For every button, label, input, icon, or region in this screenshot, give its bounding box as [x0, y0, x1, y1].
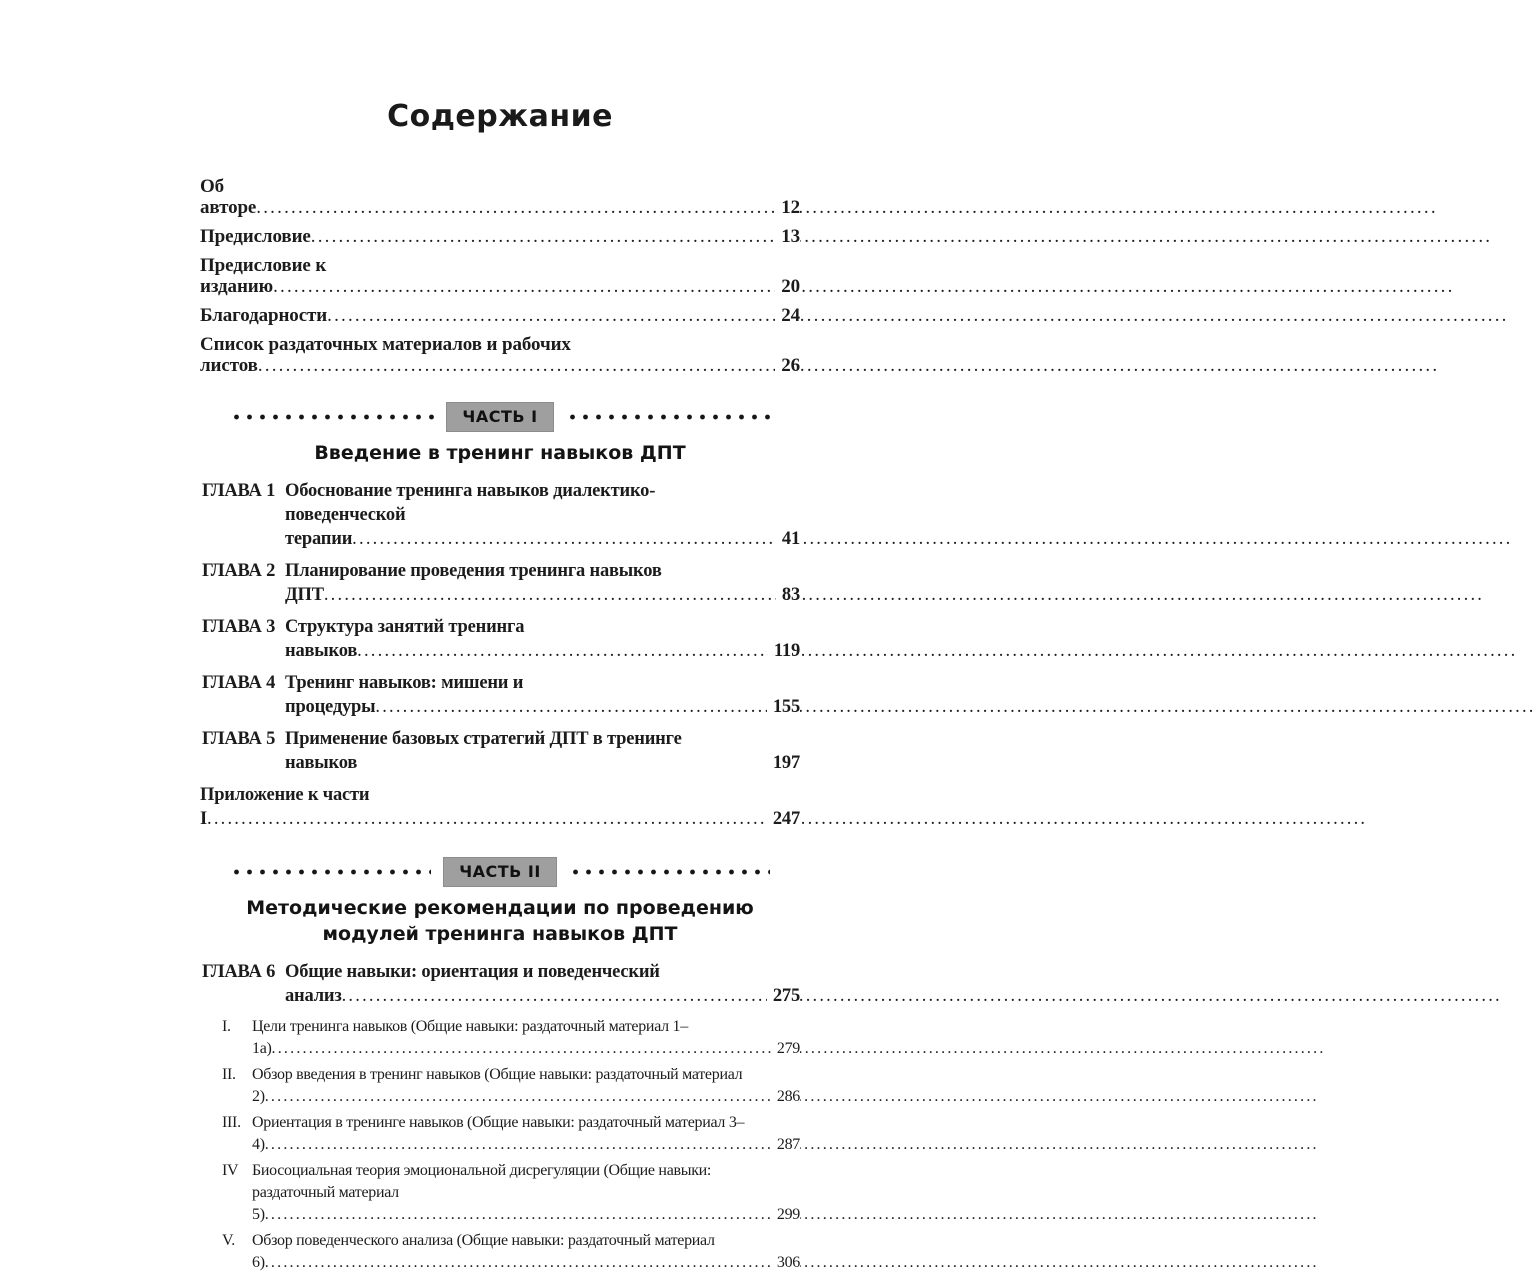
toc-entry [200, 727, 800, 775]
page-number: 83 [776, 583, 800, 607]
section-number: III. [222, 1114, 241, 1131]
chapter-list [200, 479, 800, 831]
toc-entry-section [200, 1064, 800, 1108]
part-heading: Введение в тренинг навыков ДПТ [314, 442, 686, 464]
page-number: 279 [771, 1038, 800, 1060]
divider-dots-left [230, 869, 431, 875]
toc-entry [200, 559, 800, 607]
section-list [200, 1016, 800, 1274]
toc-entry [200, 255, 800, 297]
toc-entry [200, 176, 800, 218]
part-label: ЧАСТЬ I [446, 402, 553, 432]
entry-title: Цели тренинга навыков (Общие навыки: раздаточный материал 1–1а) ..... [252, 1016, 800, 1060]
page-number: 275 [767, 984, 800, 1008]
part-divider [230, 856, 770, 888]
page-number: 197 [767, 751, 800, 775]
page-number: 119 [768, 639, 800, 663]
section-number: V. [222, 1232, 235, 1249]
entry-title: Обоснование тренинга навыков диалектико-поведенческой терапии ..... [285, 479, 800, 551]
toc-entry-section [200, 1016, 800, 1060]
chapter-label: ГЛАВА 6 [202, 962, 276, 982]
toc-entry [200, 226, 800, 247]
divider-dots-left [230, 414, 434, 420]
page-number: 299 [771, 1204, 800, 1226]
entry-title: Предисловие ..... [200, 226, 800, 247]
entry-title: Обзор поведенческого анализа (Общие навыки: раздаточный материал 6) ..... [252, 1230, 800, 1274]
entry-title: Тренинг навыков: мишени и процедуры ..... [285, 671, 800, 719]
part-heading: Методические рекомендации по проведению модулей тренинга навыков ДПТ [246, 897, 754, 945]
entry-title: Приложение к части I ..... [200, 783, 800, 831]
toc-entry-section [200, 1230, 800, 1274]
part-divider [230, 401, 770, 433]
divider-dots-right [569, 869, 770, 875]
toc-entry [200, 305, 800, 326]
section-number: I. [222, 1018, 231, 1035]
chapter-list [200, 960, 800, 1008]
page-number: 26 [775, 355, 800, 376]
toc-page [200, 0, 800, 1274]
page-number: 155 [767, 695, 800, 719]
page-number: 247 [767, 807, 800, 831]
page-title: Содержание [387, 99, 613, 134]
entry-title: Список раздаточных материалов и рабочих листов ..... [200, 334, 800, 376]
toc-entry [200, 479, 800, 551]
toc-entry [200, 671, 800, 719]
chapter-label: ГЛАВА 1 [202, 481, 276, 501]
page-number: 286 [771, 1086, 800, 1108]
toc-entry [200, 334, 800, 376]
entry-title: Планирование проведения тренинга навыков ДПТ ..... [285, 559, 800, 607]
entry-title: Применение базовых стратегий ДПТ в тренинге навыков [285, 729, 682, 773]
page-number: 306 [771, 1252, 800, 1274]
entry-title: Структура занятий тренинга навыков ..... [285, 615, 800, 663]
part-label: ЧАСТЬ II [443, 857, 557, 887]
toc-entry-appendix [200, 783, 800, 831]
page-number: 24 [775, 305, 800, 326]
toc-entry [200, 615, 800, 663]
toc-entry-section [200, 1112, 800, 1156]
page-number: 12 [775, 197, 800, 218]
section-number: II. [222, 1066, 236, 1083]
entry-title: Биосоциальная теория эмоциональной дисрегуляции (Общие навыки: раздаточный материал 5) ..... [252, 1160, 800, 1226]
section-number: IV [222, 1162, 239, 1179]
chapter-label: ГЛАВА 2 [202, 561, 276, 581]
entry-title: Благодарности ..... [200, 305, 800, 326]
divider-dots-right [566, 414, 770, 420]
entry-title: Об авторе ..... [200, 176, 800, 218]
entry-title: Общие навыки: ориентация и поведенческий анализ ..... [285, 960, 800, 1008]
entry-title: Предисловие к изданию ..... [200, 255, 800, 297]
page-number: 287 [771, 1134, 800, 1156]
front-matter-list [200, 176, 800, 376]
page-number: 20 [775, 276, 800, 297]
entry-title: Ориентация в тренинге навыков (Общие навыки: раздаточный материал 3–4) ..... [252, 1112, 800, 1156]
entry-title: Обзор введения в тренинг навыков (Общие навыки: раздаточный материал 2) ..... [252, 1064, 800, 1108]
page-number: 41 [776, 527, 800, 551]
chapter-label: ГЛАВА 4 [202, 673, 276, 693]
toc-entry [200, 960, 800, 1008]
chapter-label: ГЛАВА 3 [202, 617, 276, 637]
chapter-label: ГЛАВА 5 [202, 729, 276, 749]
toc-entry-section [200, 1160, 800, 1226]
page-number: 13 [775, 226, 800, 247]
